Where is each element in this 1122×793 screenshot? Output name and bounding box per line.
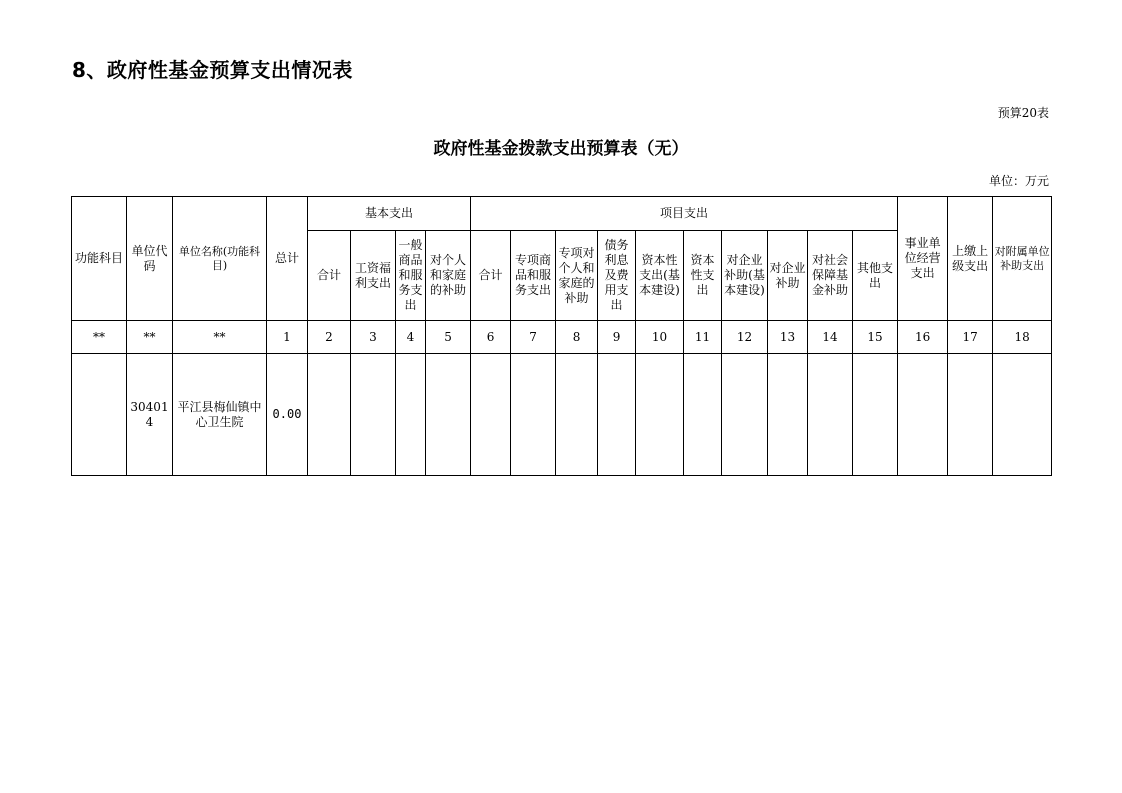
cell-empty <box>636 354 684 476</box>
table-number: 预算20表 <box>997 106 1049 120</box>
unit-label: 单位：万元 <box>988 174 1049 188</box>
header-func-subject: 功能科目 <box>72 197 127 321</box>
index-cell: 9 <box>598 321 636 354</box>
header-project-group: 项目支出 <box>471 197 898 231</box>
header-proj-social: 对社会保障基金补助 <box>808 231 853 321</box>
index-cell: 15 <box>853 321 898 354</box>
index-cell: 11 <box>684 321 722 354</box>
budget-table <box>71 196 1052 476</box>
cell-empty <box>898 354 948 476</box>
header-proj-capital-build: 资本性支出(基本建设) <box>636 231 684 321</box>
header-proj-goods: 专项商品和服务支出 <box>511 231 556 321</box>
cell-empty <box>511 354 556 476</box>
table-title: 政府性基金拨款支出预算表（无） <box>433 139 689 159</box>
index-cell: 8 <box>556 321 598 354</box>
header-proj-enterprise: 对企业补助 <box>768 231 808 321</box>
cell-empty <box>396 354 426 476</box>
header-unit-name: 单位名称(功能科目) <box>173 197 267 321</box>
index-cell: 12 <box>722 321 768 354</box>
index-cell: 14 <box>808 321 853 354</box>
index-cell: 17 <box>948 321 993 354</box>
table-row <box>72 354 1052 476</box>
header-group-row <box>72 197 1052 231</box>
cell-empty <box>768 354 808 476</box>
header-subsidiary: 对附属单位补助支出 <box>993 197 1052 321</box>
cell-empty <box>853 354 898 476</box>
index-cell: 16 <box>898 321 948 354</box>
cell-unit-code: 304014 <box>127 354 173 476</box>
index-cell: 13 <box>768 321 808 354</box>
cell-empty <box>684 354 722 476</box>
index-cell: ** <box>173 321 267 354</box>
index-cell: 10 <box>636 321 684 354</box>
index-cell: 5 <box>426 321 471 354</box>
index-cell: 4 <box>396 321 426 354</box>
header-basic-total: 合计 <box>308 231 351 321</box>
cell-empty <box>471 354 511 476</box>
index-cell: 6 <box>471 321 511 354</box>
cell-empty <box>556 354 598 476</box>
index-cell: ** <box>72 321 127 354</box>
cell-empty <box>993 354 1052 476</box>
header-unit-code: 单位代码 <box>127 197 173 321</box>
header-proj-capital: 资本性支出 <box>684 231 722 321</box>
header-basic-personal: 对个人和家庭的补助 <box>426 231 471 321</box>
cell-func-subject <box>72 354 127 476</box>
index-cell: 18 <box>993 321 1052 354</box>
header-basic-salary: 工资福利支出 <box>351 231 396 321</box>
cell-empty <box>948 354 993 476</box>
index-cell: 3 <box>351 321 396 354</box>
index-cell: ** <box>127 321 173 354</box>
header-business: 事业单位经营支出 <box>898 197 948 321</box>
cell-empty <box>722 354 768 476</box>
index-cell: 2 <box>308 321 351 354</box>
header-basic-goods: 一般商品和服务支出 <box>396 231 426 321</box>
cell-empty <box>351 354 396 476</box>
header-total: 总计 <box>267 197 308 321</box>
section-title: 8、政府性基金预算支出情况表 <box>72 58 353 82</box>
header-basic-group: 基本支出 <box>308 197 471 231</box>
cell-empty <box>808 354 853 476</box>
cell-empty <box>598 354 636 476</box>
header-proj-personal: 专项对个人和家庭的补助 <box>556 231 598 321</box>
cell-empty <box>426 354 471 476</box>
index-cell: 7 <box>511 321 556 354</box>
header-proj-other: 其他支出 <box>853 231 898 321</box>
cell-total: 0.00 <box>267 354 308 476</box>
header-upper: 上缴上级支出 <box>948 197 993 321</box>
header-proj-debt: 债务利息及费用支出 <box>598 231 636 321</box>
index-row <box>72 321 1052 354</box>
header-proj-total: 合计 <box>471 231 511 321</box>
index-cell: 1 <box>267 321 308 354</box>
header-proj-enterprise-build: 对企业补助(基本建设) <box>722 231 768 321</box>
cell-empty <box>308 354 351 476</box>
cell-unit-name: 平江县梅仙镇中心卫生院 <box>173 354 267 476</box>
